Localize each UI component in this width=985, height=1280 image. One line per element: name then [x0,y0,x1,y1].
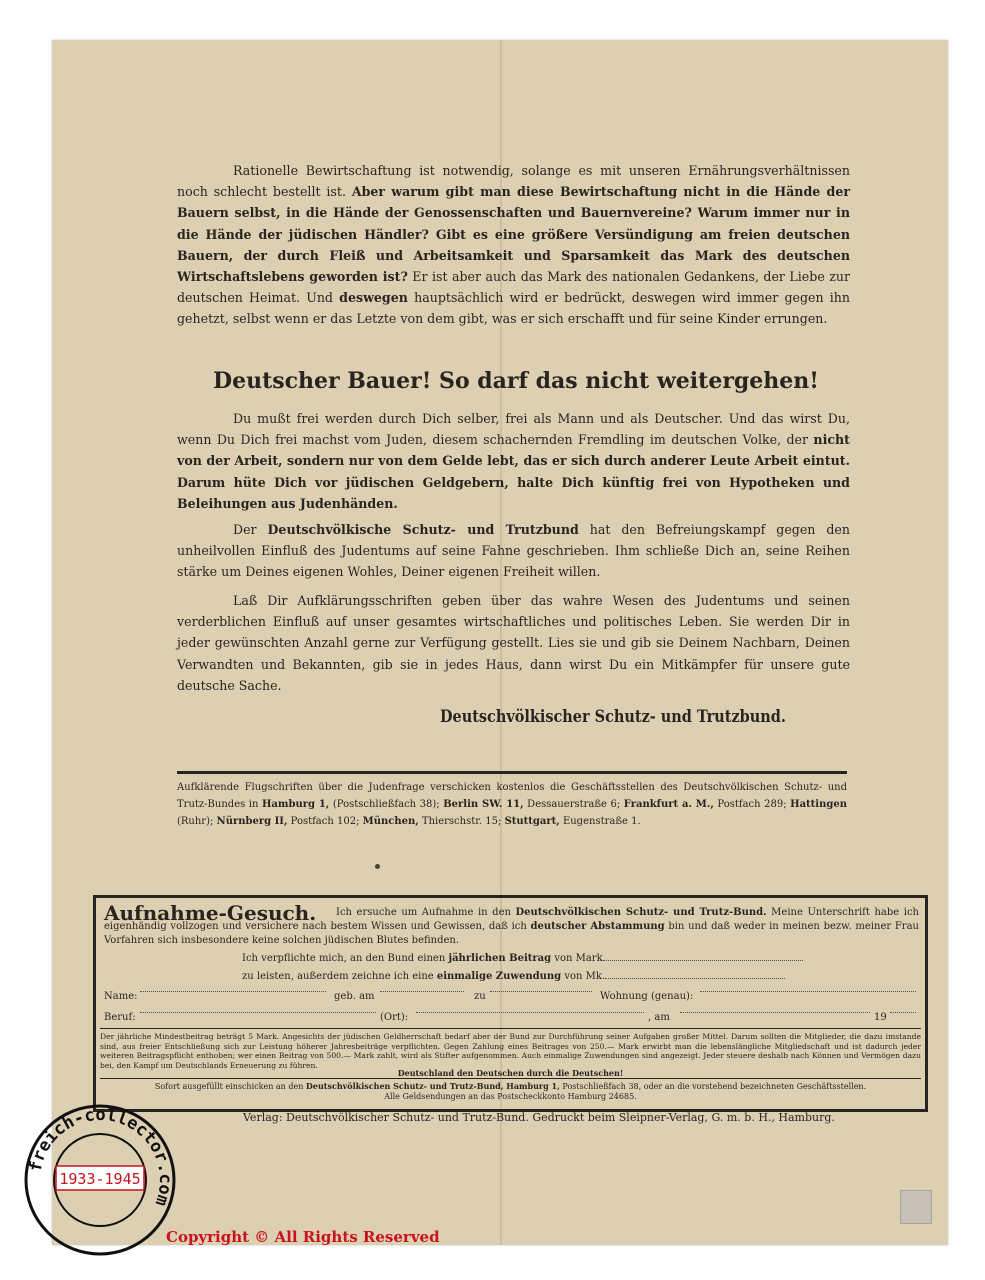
text-run: zu leisten, außerdem zeichne ich eine [242,971,437,982]
paragraph-free [177,408,850,514]
text-run-bold: Stuttgart, [504,816,560,827]
text-run-bold: Aber warum gibt man diese Bewirtschaftung nicht in die Hände der Bauern selbst, in die Hände der Genossenschaften und Bauernvereine? Warum immer nur in die Hände der jüdischen Händler? Gibt es eine größere Versündigung am freien deutschen Bauern, der durch Fleiß und Arbeitsamkeit und Sparsamkeit das Mark des deutschen Wirtschaftslebens geworden ist? [177,184,850,285]
motto: Deutschland den Deutschen durch die Deutschen! [397,1068,624,1078]
text-run-bold: deswegen [339,290,408,306]
paragraph-league [177,519,850,583]
text-run: Meine Unterschrift habe ich eigenhändig vollzogen und versichere nach bestem Wissen und Gewissen, daß ich [104,907,919,932]
born-label: geb. am [334,991,375,1002]
addresses-notice [177,779,847,830]
imprint: Verlag: Deutschvölkischer Schutz- und Trutz-Bund. Gedruckt beim Sleipner-Verlag, G. m. b. H., Hamburg. [243,1111,835,1124]
paragraph-rationing [177,160,850,330]
residence-field[interactable] [700,991,916,992]
text-run: Postschließfach 38, oder an die vorstehend bezeichneten Geschäftsstellen. [559,1082,867,1091]
stamp-text [26,1105,176,1208]
text-run-bold: nicht von der Arbeit, sondern nur von dem Gelde lebt, das er sich durch anderer Leute Arbeit eintut. Darum hüte Dich vor jüdischen Geldgebern, halte Dich künftig frei von Hypotheken und Beleihungen aus Judenhänden. [177,432,850,511]
text-run-bold: Deutschvölkischen Schutz- und Trutz-Bund, Hamburg 1, [305,1081,560,1091]
text-run: Rationelle Bewirtschaftung ist notwendig, solange es mit unseren Ernährungsverhältnissen noch schlecht bestellt ist. [177,163,850,200]
name-label: Name: [104,991,138,1002]
form-row-job [104,1012,919,1028]
divider [177,771,847,774]
watermark-stamp [20,1100,180,1260]
contribution-field[interactable] [603,960,803,961]
donation-line [242,970,785,984]
text-run: Ich ersuche um Aufnahme in den [336,907,516,918]
text-run: hat den Befreiungskampf gegen den unheilvollen Einfluß des Judentums auf seine Fahne geschrieben. Ihm schließe Dich an, seine Reihen stärke um Deines eigenen Wohles, Deiner eigenen Freiheit willen. [177,522,850,580]
catalog-sticker [900,1190,932,1224]
paragraph-leaflets [177,590,850,696]
text-run-bold: München, [362,816,419,827]
residence-label: Wohnung (genau): [600,991,694,1002]
text-run: Postfach 289; [713,799,791,810]
donation-field[interactable] [605,978,785,979]
job-field[interactable] [140,1012,376,1013]
year-field[interactable] [890,1012,916,1013]
text-run-bold: Hattingen [790,799,847,810]
year-label: 19 [874,1012,887,1023]
text-run: bin und daß weder in meinen bezw. meiner Frau Vorfahren sich insbesondere keine solchen jüdischen Blutes befinden. [104,921,919,946]
text-run-bold: deutscher Abstammung [530,921,665,932]
ink-dot [375,864,380,869]
text-run-bold: Deutschvölkische Schutz- und Trutzbund [267,522,579,537]
text-run: Alle Geldsendungen an das Postscheckkonto Hamburg 24685. [384,1092,637,1101]
form-intro [104,906,919,948]
text-run: von Mk. [561,971,606,982]
text-run: hauptsächlich wird er bedrückt, deswegen wird immer gegen ihn gehetzt, selbst wenn er das Letzte von dem gibt, was er sich erschafft und für seine Kinder errungen. [177,290,851,327]
text-run: Aufklärende Flugschriften über die Judenfrage verschicken kostenlos die Geschäftsstellen des Deutschvölkischen Schutz- und Trutz-Bundes in [177,782,847,810]
signature: Deutschvölkischer Schutz- und Trutzbund. [440,707,786,727]
text-run: Dessauerstraße 6; [523,799,624,810]
text-run: Postfach 102; [287,816,363,827]
text-run-bold: einmalige Zuwendung [436,971,562,982]
text-run-bold: jährlichen Beitrag [448,953,552,964]
heading: Deutscher Bauer! So darf das nicht weitergehen! [213,368,819,394]
stamp-years: 1933-1945 [59,1170,141,1188]
send-instructions [100,1078,921,1102]
place-field[interactable] [416,1012,644,1013]
birthplace-label: zu [474,991,486,1002]
text-run: Eugenstraße 1. [559,816,641,827]
text-run: Thierschstr. 15; [418,816,505,827]
text-run: (Ruhr); [177,816,217,827]
date-label: , am [648,1012,670,1023]
copyright-notice: Copyright © All Rights Reserved [166,1228,440,1246]
place-label: (Ort): [380,1012,409,1023]
stamp-text-path: freich-collector.com [25,1104,176,1209]
name-field[interactable] [140,991,326,992]
text-run: Der [233,522,268,537]
text-run-bold: Hamburg 1, [261,799,330,810]
text-run: Du mußt frei werden durch Dich selber, frei als Mann und als Deutscher. Und das wirst Du, wenn Du Dich frei machst vom Juden, diesem schachernden Fremdling im deutschen Volke, der [177,411,850,448]
text-run: Laß Dir Aufklärungsschriften geben über das wahre Wesen des Judentums und seinen verderblichen Einfluß auf unser gesamtes wirtschaftliches und politisches Leben. Sie werden Dir in jeder gewünschten Anzahl gerne zur Verfügung gestellt. Lies sie und gib sie Deinem Nachbarn, Deinen Verwandten und Bekannten, gib sie in jedes Haus, dann wirst Du ein Mitkämpfer für unsere gute deutsche Sache. [177,593,850,693]
text-run-bold: Frankfurt a. M., [623,799,714,810]
date-field[interactable] [680,1012,870,1013]
form-row-name [104,991,919,1007]
contribution-line [242,952,803,966]
text-run: Sofort ausgefüllt einschicken an den [154,1082,306,1091]
birthplace-field[interactable] [490,991,592,992]
form-title: Aufnahme-Gesuch. [104,901,317,925]
text-run-bold: Berlin SW. 11, [443,799,524,810]
text-run: (Postschließfach 38); [329,799,444,810]
text-run: Ich verpflichte mich, an den Bund einen [242,953,449,964]
text-run-bold: Deutschvölkischen Schutz- und Trutz-Bund. [515,907,767,918]
text-run: Er ist aber auch das Mark des nationalen Gedankens, der Liebe zur deutschen Heimat. Und [177,269,850,306]
job-label: Beruf: [104,1012,136,1023]
text-run: von Mark [551,953,603,964]
birth-date-field[interactable] [380,991,464,992]
membership-form [93,895,928,1112]
text-run-bold: Nürnberg II, [216,816,288,827]
fine-print: Der jährliche Mindestbeitrag beträgt 5 Mark. Angesichts der jüdischen Geldherrschaft bedarf aber der Bund zur Durchführung seiner Aufgaben großer Mittel. Darum sollten die Mitglieder, die dazu imstande sind, aus freier Entschließung sich zur Leistung höherer Jahresbeiträge verpflichten. Gegen Zahlung eines Beitrages von 250.— Mark erwirbt man die lebenslängliche Mitgliedschaft und ist dadurch jeder weiteren Beitragspflicht enthoben; wer einen Beitrag von 500.— Mark zahlt, wird als Stifter aufgenommen. Auch einmalige Zuwendungen sind angezeigt. Jeder steuere deshalb nach Können und Vermögen dazu bei, den Kampf um Deutschlands Erneuerung zu führen. [100,1028,921,1070]
